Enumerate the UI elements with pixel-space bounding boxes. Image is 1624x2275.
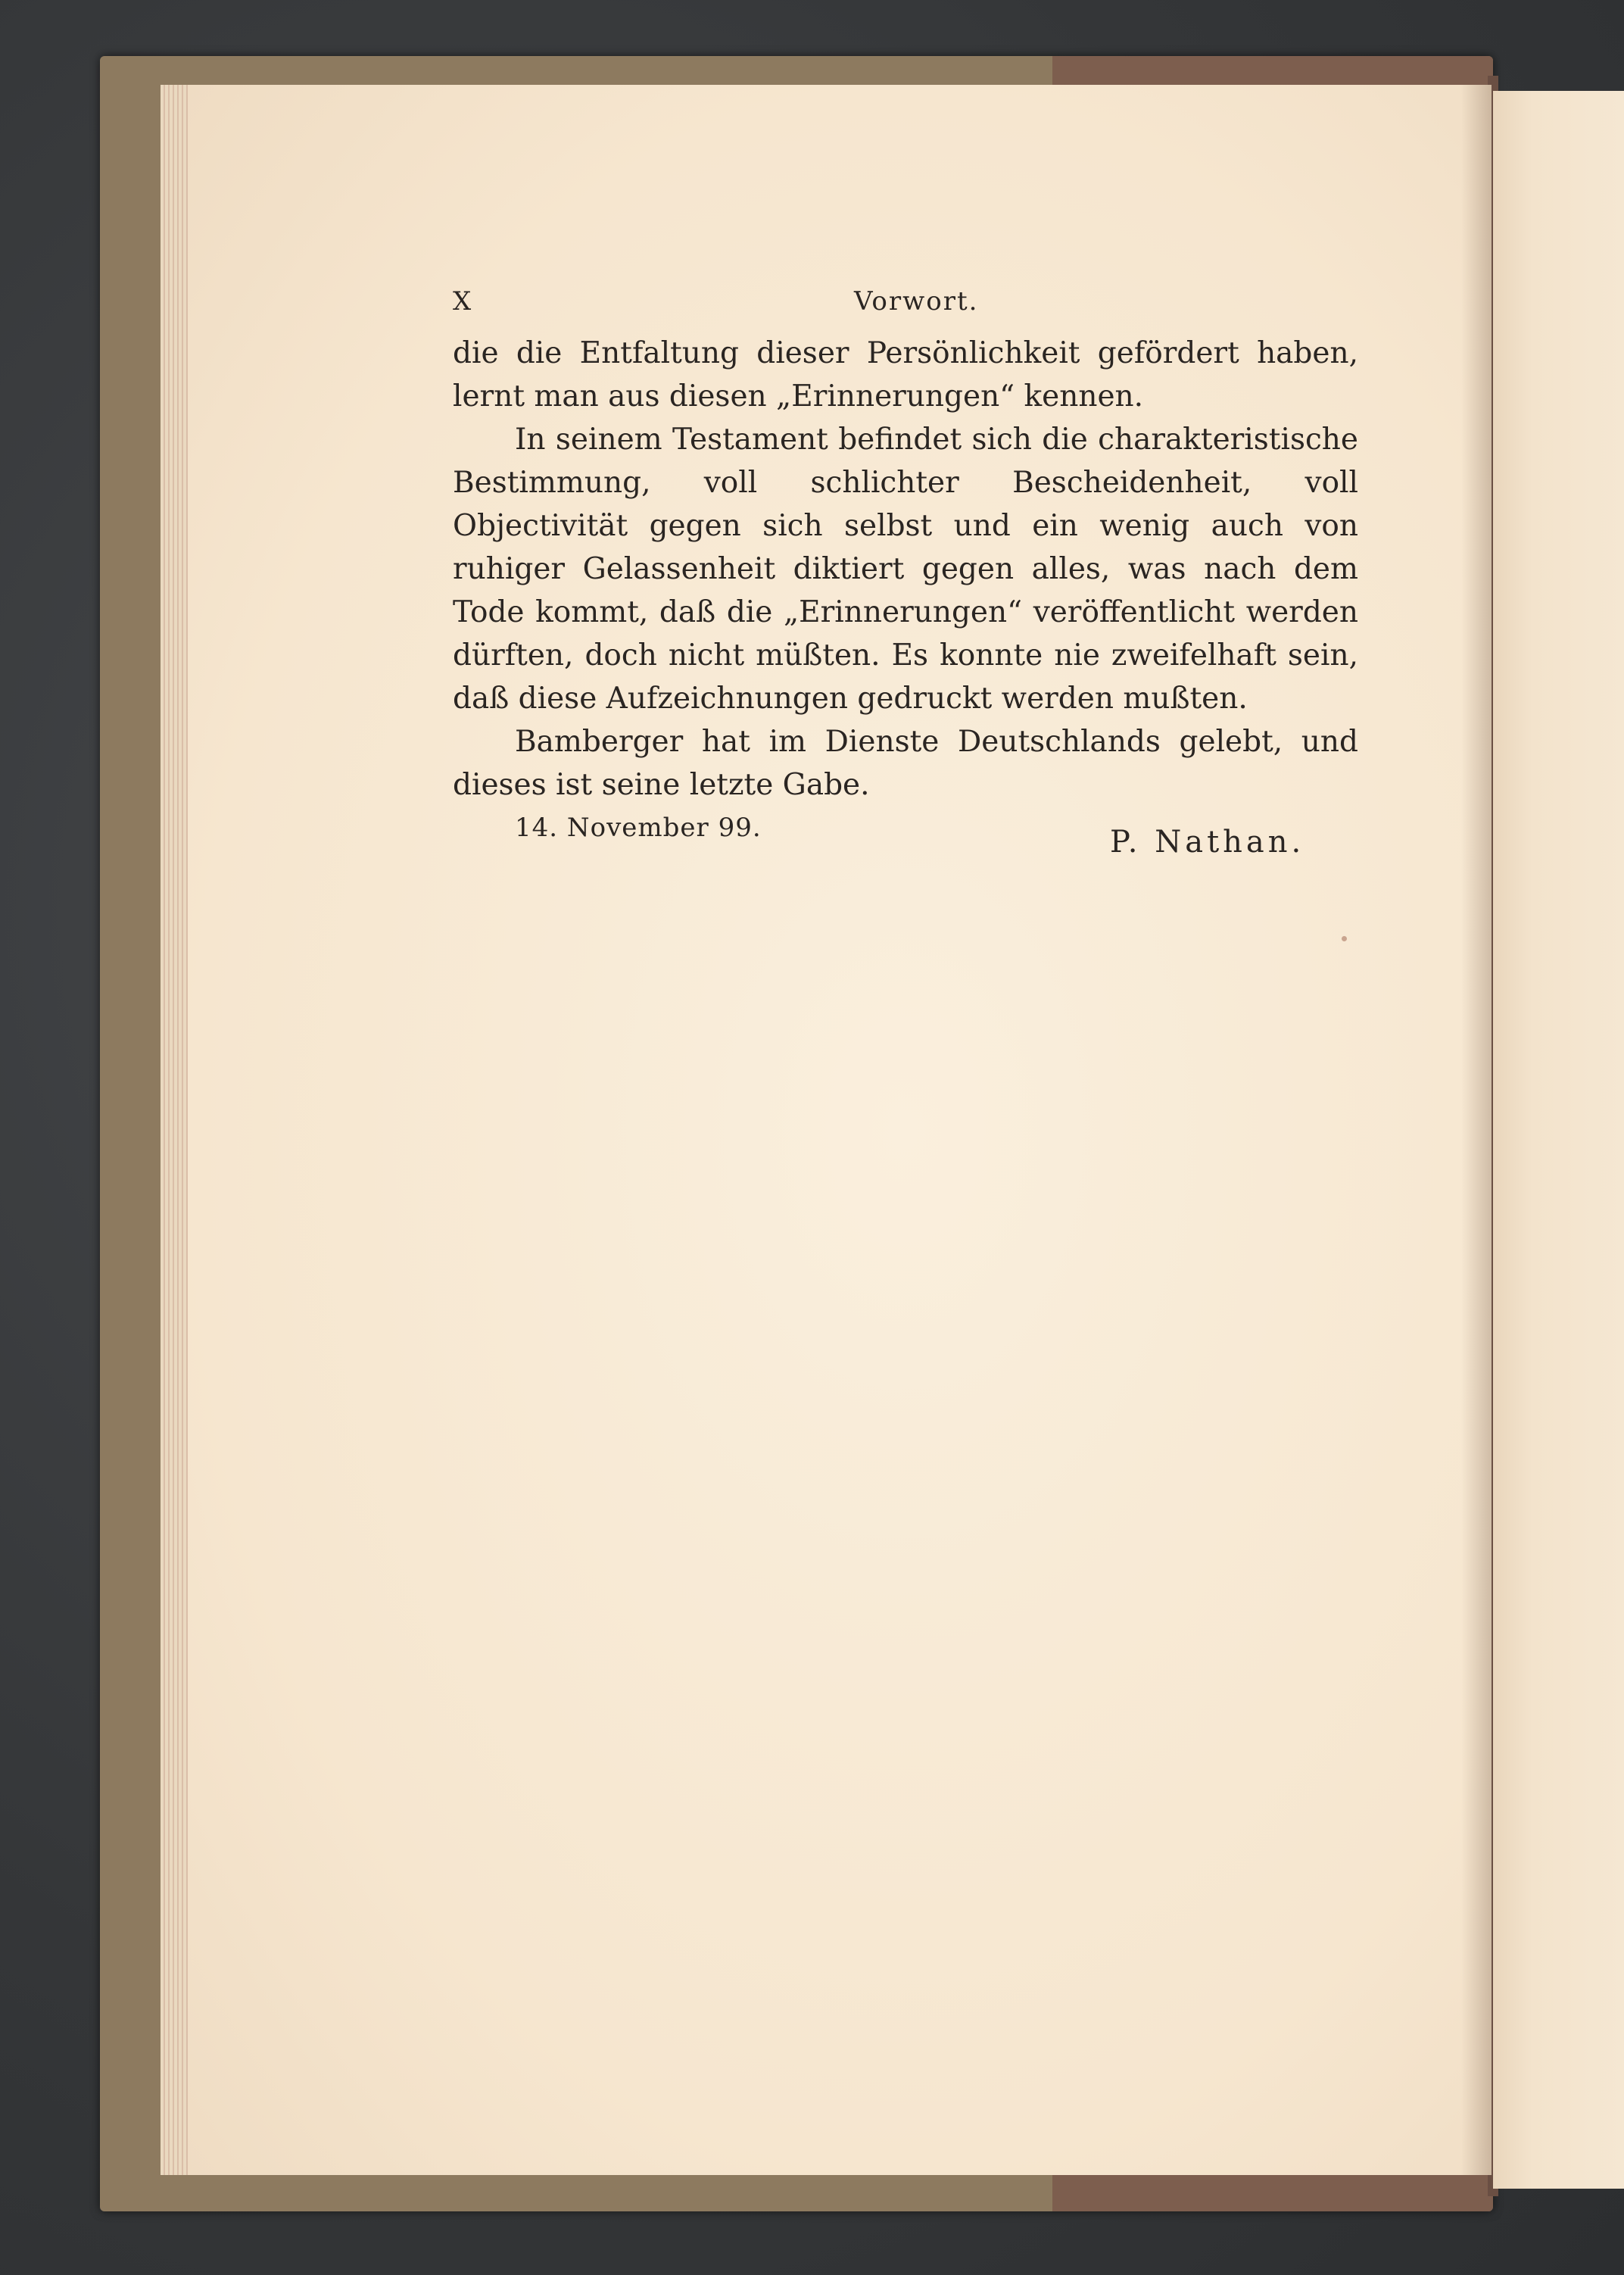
paragraph-1: die die Entfaltung dieser Persönlichkeit gefördert haben, lernt man aus diesen „Erinnerungen“ kennen. (453, 336, 1358, 413)
closing-block (453, 813, 1358, 881)
paper-speck (1342, 936, 1347, 941)
running-head: Vorwort. (854, 286, 979, 317)
page-header (453, 286, 1358, 332)
page-stack-edges (161, 85, 191, 2175)
date-line: 14. November 99. (515, 813, 762, 843)
facing-page (1493, 91, 1624, 2189)
page-number: X (453, 286, 472, 317)
signature: P. Nathan. (1110, 825, 1305, 860)
page-gutter (1461, 85, 1492, 2175)
paragraph-2: In seinem Testament befindet sich die charakteristische Bestimmung, voll schlichter Bescheidenheit, voll Objectivität gegen sich selbst und ein wenig auch von ruhiger Gelassenheit diktiert gegen alles, was nach dem Tode kommt, daß die „Erinnerungen“ veröffentlicht werden dürften, doch nicht müßten. Es konnte nie zweifelhaft sein, daß diese Aufzeichnungen gedruckt werden mußten. (453, 423, 1358, 716)
page-text (453, 286, 1358, 881)
paragraph-3: Bamberger hat im Dienste Deutschlands gelebt, und dieses ist seine letzte Gabe. (453, 725, 1358, 802)
